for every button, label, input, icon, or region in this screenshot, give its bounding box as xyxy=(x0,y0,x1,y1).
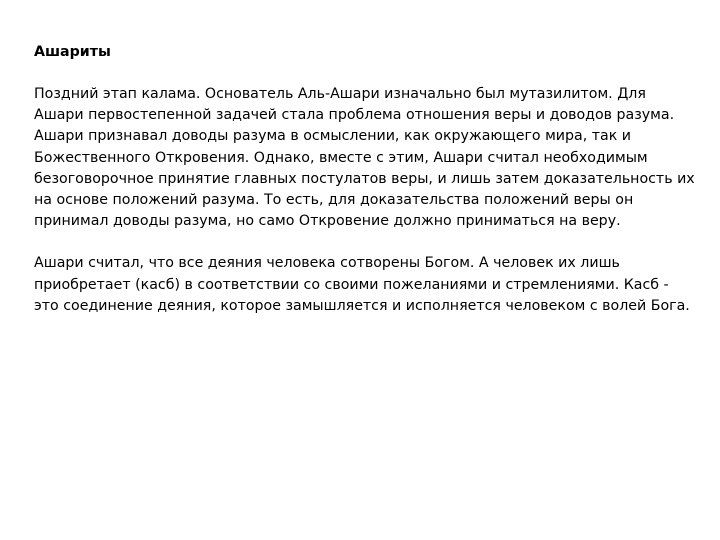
text-body xyxy=(34,42,700,317)
paragraph-2-line: Ашари считал, что все деяния человека сотворены Богом. А человек их лишь xyxy=(34,255,620,272)
slide-title: Ашариты xyxy=(34,44,111,60)
paragraph-1-line: Ашари первостепенной задачей стала проблема отношения веры и доводов разума. xyxy=(34,107,675,124)
paragraph-1-line: безоговорочное принятие главных постулатов веры, и лишь затем доказательность их xyxy=(34,170,695,187)
paragraph-2-line: это соединение деяния, которое замышляется и исполняется человеком с волей Бога. xyxy=(34,297,690,314)
paragraph-2 xyxy=(34,253,700,317)
paragraph-2-line: приобретает (касб) в соответствии со своими пожеланиями и стремлениями. Касб - xyxy=(34,276,669,293)
paragraph-1-line: Ашари признавал доводы разума в осмыслении, как окружающего мира, так и xyxy=(34,128,632,145)
paragraph-1-line: Поздний этап калама. Основатель Аль-Ашари изначально был мутазилитом. Для xyxy=(34,86,646,102)
spacer xyxy=(34,63,700,84)
spacer xyxy=(34,232,700,253)
paragraph-1-line: Божественного Откровения. Однако, вместе с этим, Ашари считал необходимым xyxy=(34,149,648,166)
paragraph-1-line: на основе положений разума. То есть, для доказательства положений веры он xyxy=(34,192,634,209)
paragraph-1-line: принимал доводы разума, но само Откровение должно приниматься на веру. xyxy=(34,213,621,230)
paragraph-1 xyxy=(34,84,700,232)
